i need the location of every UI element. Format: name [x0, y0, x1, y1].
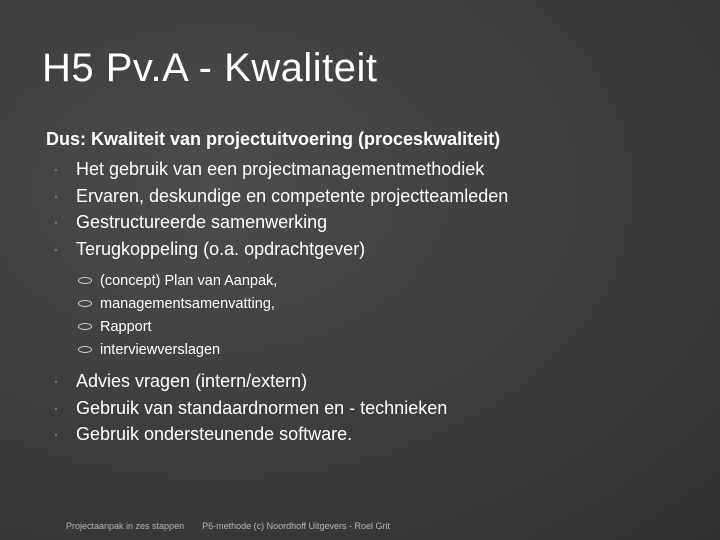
ring-bullet-icon	[78, 277, 92, 284]
ring-bullet-icon	[78, 323, 92, 330]
slide-content	[46, 126, 686, 448]
slide-title: H5 Pv.A - Kwaliteit	[42, 46, 378, 90]
sub-list-item: managementsamenvatting,	[76, 293, 686, 316]
ring-bullet-icon	[78, 346, 92, 353]
sub-bullet-list	[76, 270, 686, 362]
bullet-dot-icon: ·	[54, 400, 58, 415]
sub-list-item: Rapport	[76, 316, 686, 339]
list-item: · Ervaren, deskundige en competente projectteamleden	[46, 183, 686, 210]
sub-list-item: interviewverslagen	[76, 339, 686, 362]
footer-left: Projectaanpak in zes stappen	[66, 521, 185, 531]
footer-right: P6-methode (c) Noordhoff Uitgevers - Roel Grit	[202, 521, 390, 531]
bullet-dot-icon: ·	[54, 374, 58, 388]
bullet-dot-icon: ·	[54, 241, 58, 256]
bullet-list-b	[46, 368, 686, 448]
bullet-list-a	[46, 156, 686, 262]
bullet-dot-icon: ·	[54, 427, 58, 441]
intro-line: Dus: Kwaliteit van projectuitvoering (proceskwaliteit)	[46, 129, 501, 149]
bullet-dot-icon: ·	[54, 215, 58, 229]
list-item: · Advies vragen (intern/extern)	[46, 368, 686, 395]
slide-footer	[66, 521, 390, 531]
list-item: · Gebruik ondersteunende software.	[46, 421, 686, 448]
sub-list-item: (concept) Plan van Aanpak,	[76, 270, 686, 293]
bullet-dot-icon: ·	[54, 162, 58, 176]
ring-bullet-icon	[78, 300, 92, 307]
bullet-dot-icon: ·	[54, 188, 58, 203]
list-item: · Terugkoppeling (o.a. opdrachtgever)	[46, 236, 686, 263]
list-item: · Gestructureerde samenwerking	[46, 209, 686, 236]
list-item: · Het gebruik van een projectmanagementmethodiek	[46, 156, 686, 183]
list-item: · Gebruik van standaardnormen en - technieken	[46, 395, 686, 422]
